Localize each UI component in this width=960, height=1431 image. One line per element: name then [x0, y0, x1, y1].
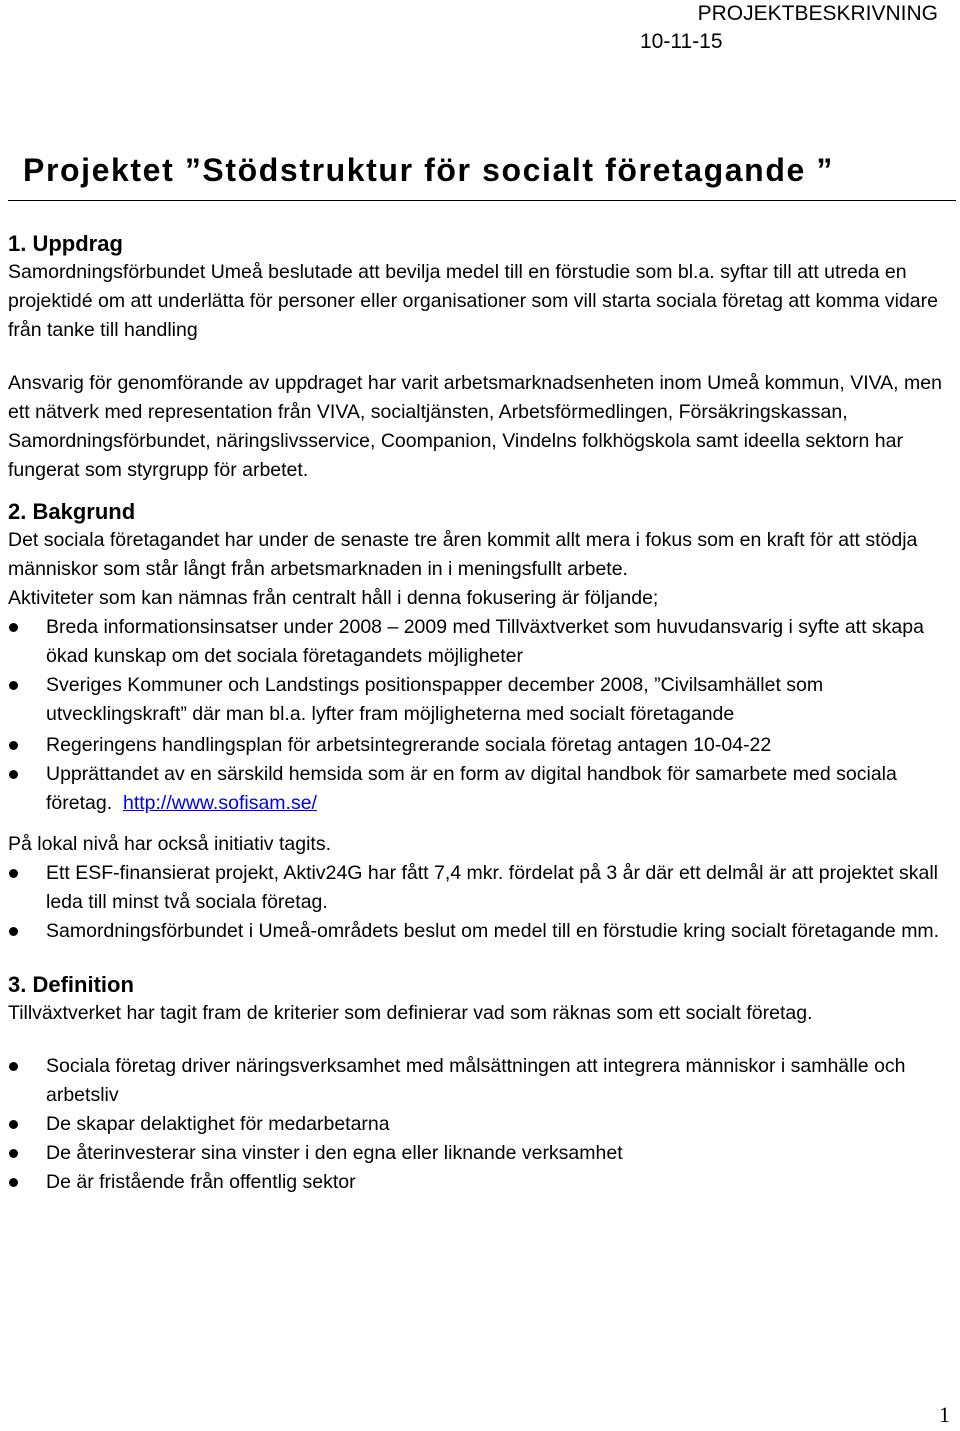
bullet-icon	[9, 1178, 18, 1187]
list-item: De skapar delaktighet för medarbetarna	[8, 1110, 948, 1139]
bullet-icon	[9, 623, 18, 632]
bullet-icon	[9, 741, 18, 750]
list-item: Upprättandet av en särskild hemsida som är en form av digital handbok för samarbete med sociala företag. http://www.sofisam.se/	[8, 760, 948, 818]
list-item: De är fristående från offentlig sektor	[8, 1168, 948, 1197]
activities-list	[8, 613, 948, 818]
bullet-icon	[9, 681, 18, 690]
bullet-icon	[9, 770, 18, 779]
bullet-icon	[9, 1062, 18, 1071]
bullet-icon	[9, 1120, 18, 1129]
document-type-label: PROJEKTBESKRIVNING	[697, 2, 938, 25]
paragraph-local-intro: På lokal nivå har också initiativ tagits.	[8, 833, 331, 855]
list-item: Sveriges Kommuner och Landstings positionspapper december 2008, ”Civilsamhället som utvecklingskraft” där man bl.a. lyfter fram möjligheterna med socialt företagande	[8, 671, 948, 729]
paragraph-activities-intro: Aktiviteter som kan nämnas från centralt håll i denna fokusering är följande;	[8, 587, 659, 609]
local-initiatives-list	[8, 859, 948, 946]
list-item: De återinvesterar sina vinster i den egna eller liknande verksamhet	[8, 1139, 948, 1168]
paragraph-bakgrund-1: Det sociala företagandet har under de senaste tre åren kommit allt mera i fokus som en kraft för att stödja människor som står långt från arbetsmarknaden in i meningsfullt arbete.	[8, 529, 918, 580]
bullet-icon	[9, 1149, 18, 1158]
bullet-icon	[9, 869, 18, 878]
section-heading-bakgrund: 2. Bakgrund	[8, 499, 136, 524]
list-item: Samordningsförbundet i Umeå-områdets beslut om medel till en förstudie kring socialt företagande mm.	[8, 917, 948, 946]
document-date: 10-11-15	[640, 30, 723, 53]
paragraph-definition-1: Tillväxtverket har tagit fram de kriterier som definierar vad som räknas som ett socialt företag.	[8, 1002, 813, 1024]
paragraph-uppdrag-1: Samordningsförbundet Umeå beslutade att bevilja medel till en förstudie som bl.a. syftar till att utreda en projektidé om att underlätta för personer eller organisationer som vill starta sociala företag att komma vidare från tanke till handling	[8, 261, 938, 341]
section-heading-definition: 3. Definition	[8, 972, 134, 997]
page-number: 1	[939, 1402, 950, 1427]
bullet-icon	[9, 927, 18, 936]
document-body	[8, 229, 948, 1197]
section-heading-uppdrag: 1. Uppdrag	[8, 231, 123, 256]
list-item: Sociala företag driver näringsverksamhet med målsättningen att integrera människor i samhälle och arbetsliv	[8, 1052, 948, 1110]
sofisam-link[interactable]: http://www.sofisam.se/	[122, 792, 317, 814]
paragraph-uppdrag-2: Ansvarig för genomförande av uppdraget har varit arbetsmarknadsenheten inom Umeå kommun, VIVA, men ett nätverk med representation från VIVA, socialtjänsten, Arbetsförmedlingen, Försäkringskassan, Samordningsförbundet, näringslivsservice, Coompanion, Vindelns folkhögskola samt ideella sektorn har fungerat som styrgrupp för arbetet.	[8, 372, 942, 481]
list-item: Breda informationsinsatser under 2008 – 2009 med Tillväxtverket som huvudansvarig i syfte att skapa ökad kunskap om det sociala företagandets möjligheter	[8, 613, 948, 671]
definition-criteria-list	[8, 1052, 948, 1197]
list-item: Regeringens handlingsplan för arbetsintegrerande sociala företag antagen 10-04-22	[8, 731, 948, 760]
page-title: Projektet ”Stödstruktur för socialt företagande ”	[23, 152, 834, 188]
title-divider	[8, 200, 956, 201]
list-item: Ett ESF-finansierat projekt, Aktiv24G har fått 7,4 mkr. fördelat på 3 år där ett delmål är att projektet skall leda till minst två sociala företag.	[8, 859, 948, 917]
